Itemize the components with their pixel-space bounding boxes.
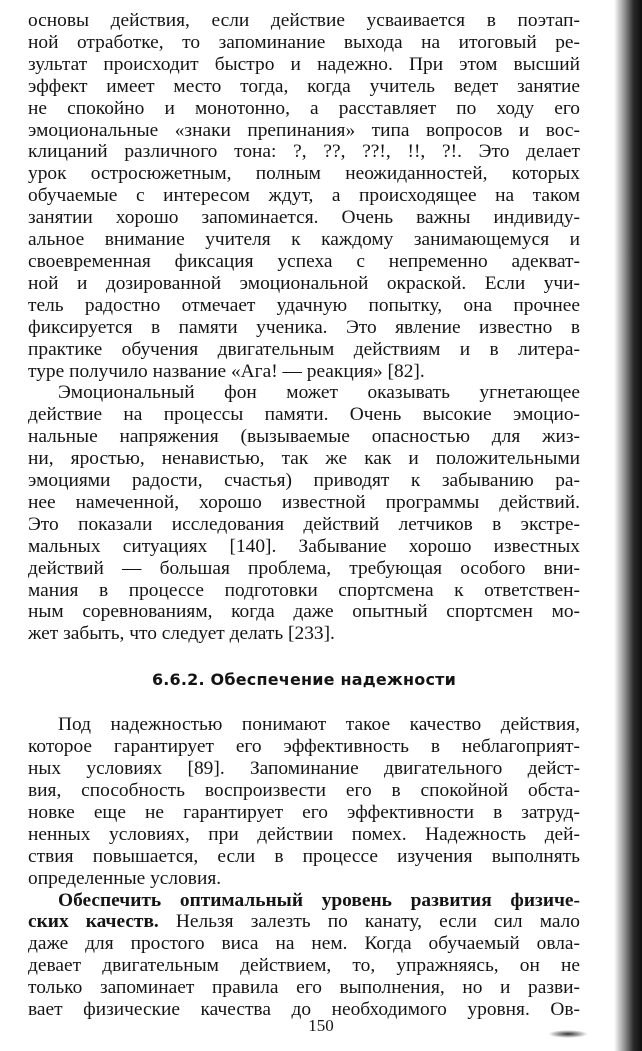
text-line: действий — большая проблема, требующая особого вни- bbox=[28, 557, 580, 579]
text-line: Это показали исследования действий летчиков в экстре- bbox=[28, 513, 580, 535]
paragraph-1 bbox=[28, 10, 580, 382]
text-line: занятии хорошо запоминается. Очень важны индивиду- bbox=[28, 207, 580, 229]
paragraph-4 bbox=[28, 890, 580, 1021]
text-line: девает двигательным действием, то, упражняясь, он не bbox=[28, 955, 580, 977]
text-line: урок остросюжетным, полным неожиданностей, которых bbox=[28, 163, 580, 185]
text-line: вает физические качества до необходимого уровня. Ов- bbox=[28, 999, 580, 1021]
page-content bbox=[28, 10, 580, 1021]
text-line bbox=[28, 911, 580, 933]
text-line: зультат происходит быстро и надежно. При этом высший bbox=[28, 53, 580, 75]
text-line: Эмоциональный фон может оказывать угнетающее bbox=[58, 382, 580, 404]
text-line: обучаемые с интересом ждут, а происходящее на таком bbox=[28, 185, 580, 207]
page-number: 150 bbox=[308, 1016, 334, 1035]
text-line: клицаний различного тона: ?, ??, ??!, !!, ?!. Это делает bbox=[28, 141, 580, 163]
text-line: ных условиях [89]. Запоминание двигательного дейст- bbox=[28, 758, 580, 780]
text-line: мальных ситуациях [140]. Забывание хорошо известных bbox=[28, 535, 580, 557]
text-line: фиксируется в памяти ученика. Это явление известно в bbox=[28, 316, 580, 338]
text-line: новке еще не гарантирует его эффективности в затруд- bbox=[28, 801, 580, 823]
text-fragment: Нельзя залезть по канату, если сил мало bbox=[158, 911, 580, 933]
text-line: мания в процессе подготовки спортсмена к ответствен- bbox=[28, 579, 580, 601]
paragraph-2 bbox=[28, 382, 580, 645]
text-line: даже для простого виса на нем. Когда обучаемый овла- bbox=[28, 933, 580, 955]
bold-lead-line: Обеспечить оптимальный уровень развития физиче- bbox=[58, 889, 580, 911]
text-line: Под надежностью понимают такое качество действия, bbox=[58, 714, 580, 736]
text-line: основы действия, если действие усваивается в поэтап- bbox=[28, 10, 580, 31]
page-edge-shadow bbox=[614, 0, 642, 1051]
text-line: нальные напряжения (вызываемые опасностью для жиз- bbox=[28, 426, 580, 448]
text-line: практике обучения двигательным действиям и в литера- bbox=[28, 338, 580, 360]
text-line: эмоциональные «знаки препинания» типа вопросов и вос- bbox=[28, 119, 580, 141]
text-line: действие на процессы памяти. Очень высокие эмоцио- bbox=[28, 404, 580, 426]
bold-lead-text: ских качеств. bbox=[28, 911, 159, 933]
text-line: эффект имеет место тогда, когда учитель ведет занятие bbox=[28, 75, 580, 97]
text-line: жет забыть, что следует делать [233]. bbox=[28, 623, 335, 645]
text-line: определенные условия. bbox=[28, 867, 222, 889]
text-line: туре получило название «Ага! — реакция» [82]. bbox=[28, 360, 425, 382]
paragraph-3 bbox=[28, 714, 580, 889]
text-line: ни, яростью, ненавистью, так же как и положительными bbox=[28, 448, 580, 470]
text-line: ненных условиях, при действии помех. Надежность дей- bbox=[28, 823, 580, 845]
text-line: не спокойно и монотонно, а расставляет по ходу его bbox=[28, 97, 580, 119]
text-line: альное внимание учителя к каждому занимающемуся и bbox=[28, 229, 580, 251]
text-line: тель радостно отмечает удачную попытку, она прочнее bbox=[28, 294, 580, 316]
text-line: эмоциями радости, счастья) приводят к забыванию ра- bbox=[28, 470, 580, 492]
text-line: ной отработке, то запоминание выхода на итоговый ре- bbox=[28, 31, 580, 53]
section-heading: 6.6.2. Обеспечение надежности bbox=[151, 670, 457, 690]
text-line: ной и дозированной эмоциональной окраской. Если учи- bbox=[28, 272, 580, 294]
text-line: ным соревнованиям, когда даже опытный спортсмен мо- bbox=[28, 601, 580, 623]
text-line: нее намеченной, хорошо известной программы действий. bbox=[28, 491, 580, 513]
text-line: только запоминает правила его выполнения, но и разви- bbox=[28, 977, 580, 999]
text-line: вия, способность воспроизвести его в спокойной обста- bbox=[28, 780, 580, 801]
text-line: своевременная фиксация успеха с непременно адекват- bbox=[28, 250, 580, 272]
text-line: которое гарантирует его эффективность в неблагоприят- bbox=[28, 736, 580, 758]
text-line: ствия повышается, если в процессе изучения выполнять bbox=[28, 845, 580, 867]
